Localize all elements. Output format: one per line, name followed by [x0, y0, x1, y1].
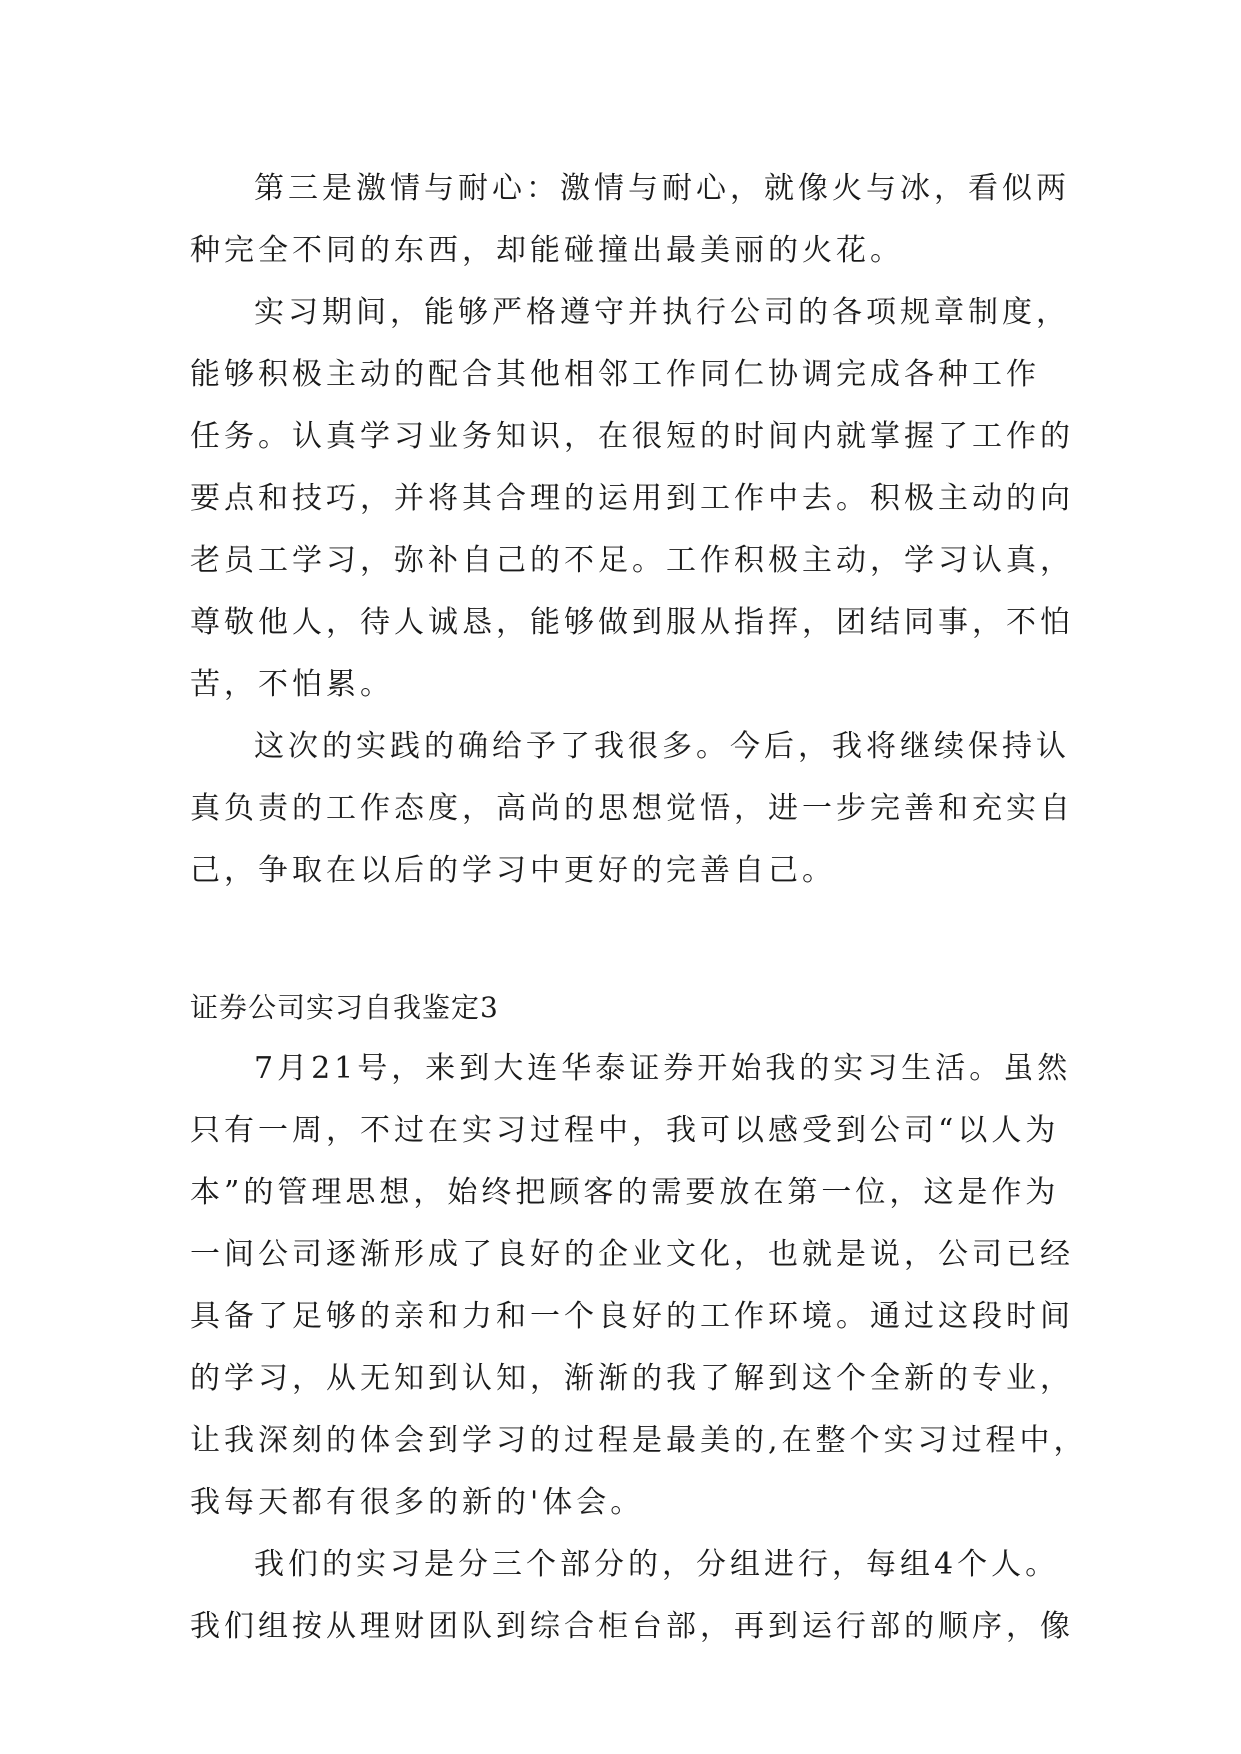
text-line: 任务。认真学习业务知识，在很短的时间内就掌握了工作的 [190, 419, 1074, 454]
text-line: 我们的实习是分三个部分的，分组进行，每组4个人。 [254, 1547, 1060, 1582]
text-line: 我们组按从理财团队到综合柜台部，再到运行部的顺序，像 [190, 1609, 1074, 1644]
text-line: 实习期间，能够严格遵守并执行公司的各项规章制度， [254, 295, 1070, 330]
paragraph [190, 1534, 1074, 1658]
text-line: 一间公司逐渐形成了良好的企业文化，也就是说，公司已经 [190, 1237, 1074, 1272]
text-line: 本”的管理思想，始终把顾客的需要放在第一位，这是作为 [190, 1175, 1060, 1210]
text-line: 要点和技巧，并将其合理的运用到工作中去。积极主动的向 [190, 481, 1074, 516]
paragraph [190, 282, 1074, 716]
text-line: 让我深刻的体会到学习的过程是最美的,在整个实习过程中， [190, 1423, 1088, 1458]
document-body [190, 158, 1088, 1658]
text-line: 这次的实践的确给予了我很多。今后，我将继续保持认 [254, 729, 1070, 764]
text-line: 苦，不怕累。 [190, 667, 394, 702]
text-line: 具备了足够的亲和力和一个良好的工作环境。通过这段时间 [190, 1299, 1074, 1334]
section-heading: 证券公司实习自我鉴定3 [190, 991, 499, 1024]
text-line: 能够积极主动的配合其他相邻工作同仁协调完成各种工作 [190, 357, 1040, 392]
paragraph [190, 716, 1074, 902]
text-line: 7月21号，来到大连华泰证券开始我的实习生活。虽然 [254, 1051, 1072, 1086]
text-line: 种完全不同的东西，却能碰撞出最美丽的火花。 [190, 233, 904, 268]
paragraph [190, 1038, 1088, 1534]
text-line: 只有一周，不过在实习过程中，我可以感受到公司“以人为 [190, 1113, 1060, 1148]
text-line: 第三是激情与耐心：激情与耐心，就像火与冰，看似两 [254, 171, 1070, 206]
text-line: 的学习，从无知到认知，渐渐的我了解到这个全新的专业， [190, 1361, 1074, 1396]
text-line: 己，争取在以后的学习中更好的完善自己。 [190, 853, 836, 888]
paragraph [190, 158, 1070, 282]
section-spacer [190, 902, 1070, 978]
text-line: 我每天都有很多的新的'体会。 [190, 1485, 645, 1520]
text-line: 尊敬他人，待人诚恳，能够做到服从指挥，团结同事，不怕 [190, 605, 1074, 640]
text-line: 真负责的工作态度，高尚的思想觉悟，进一步完善和充实自 [190, 791, 1074, 826]
text-line: 老员工学习，弥补自己的不足。工作积极主动，学习认真， [190, 543, 1074, 578]
